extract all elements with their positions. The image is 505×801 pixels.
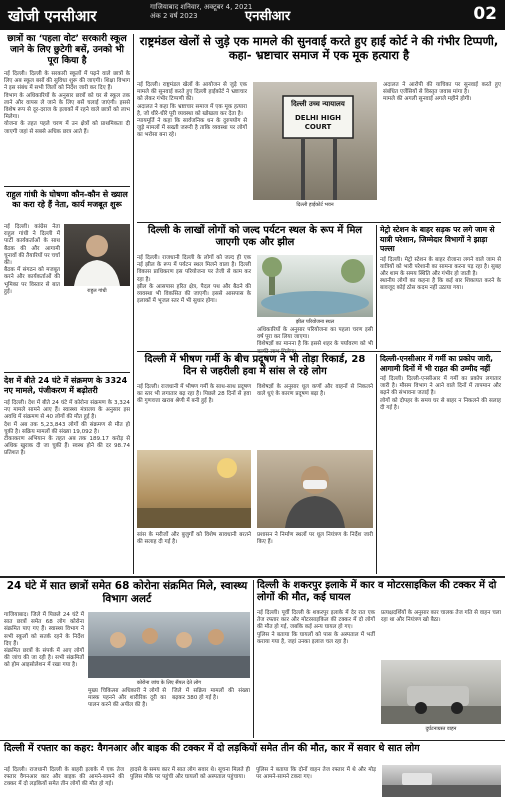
- article-body: [383, 82, 501, 216]
- paragraph: नई दिल्ली। कांग्रेस नेता राहुल गांधी ने दिल्ली में पार्टी कार्यकर्ताओं के साथ बैठक की और आगामी चुनावों की तैयारियों पर चर्चा की।: [4, 224, 60, 267]
- paragraph: गाजियाबाद। जिले में पिछले 24 घंटे में सात छात्रों समेत 68 लोग कोरोना संक्रमित पाए गए हैं। स्वास्थ्य विभाग ने सभी स्कूलों को सतर्क रहने के निर्देश दिए हैं।: [4, 612, 84, 647]
- photo-caption: झील परियोजना स्थल: [295, 319, 335, 325]
- paragraph: लोगों को दोपहर के समय घर से बाहर न निकलने की सलाह दी गई है।: [380, 397, 501, 411]
- paragraph: नई दिल्ली। देश में बीते 24 घंटे में कोरोना संक्रमण के 3,324 नए मामले सामने आए हैं। स्वास्थ्य मंत्रालय के अनुसार इस अवधि में संक्रमण से 40 लोगों की मौत हुई है।: [4, 400, 130, 421]
- dateline-line: अंक 2 वर्ष 2023: [150, 12, 198, 20]
- photo-caption: राहुल गांधी: [87, 288, 107, 294]
- portrait-photo: [64, 224, 130, 286]
- section-divider: [4, 186, 130, 187]
- paragraph: नई दिल्ली। राजधानी दिल्ली के लोगों को जल्द ही एक नई झील के रूप में पर्यटन स्थल मिलने वाला है। दिल्ली विकास प्राधिकरण इस परियोजना पर तेजी से काम कर रहा है।: [137, 255, 251, 283]
- story-covid: [4, 580, 250, 738]
- article-body: [257, 610, 375, 736]
- paragraph: टीकाकरण अभियान के तहत अब तक 189.17 करोड़ से अधिक खुराक दी जा चुकी हैं। स्वस्थ होने की दर 98.74 प्रतिशत है।: [4, 436, 130, 457]
- article-body: [130, 767, 250, 797]
- article-body: [172, 688, 250, 736]
- high-court-photo: [253, 82, 377, 200]
- column-divider: [253, 580, 254, 738]
- article-body: [4, 224, 60, 364]
- crowd-icon: [88, 612, 250, 678]
- paragraph: पुलिस ने बताया कि दोनों वाहन तेज रफ्तार में थे और मोड़ पर आमने-सामने टकरा गए।: [256, 767, 376, 781]
- story-delhi-lake: [137, 225, 373, 349]
- article-body: [256, 767, 376, 797]
- headline: राहुल गांधी के घोषणा कौन-कौन से ख्याल का करा रहे हैं नेता, कार्य मजबूत शुरू: [6, 190, 128, 209]
- paragraph: अधिकारियों के अनुसार परियोजना का पहला चरण इसी वर्ष पूरा कर लिया जाएगा।: [257, 327, 373, 341]
- column-divider: [376, 225, 377, 349]
- section-divider: [137, 222, 501, 223]
- paragraph: सांस के मरीजों और बुजुर्गों को विशेष सावधानी बरतने की सलाह दी गई है।: [137, 532, 251, 546]
- article-body: [137, 384, 251, 446]
- lake-photo: [257, 255, 373, 317]
- paragraph: जिले में सक्रिय मामलों की संख्या बढ़कर 380 हो गई है।: [172, 688, 250, 702]
- article-body: [257, 384, 373, 446]
- headline: दिल्ली के लाखों लोगों को जल्द पर्यटन स्थल के रूप में मिल जाएगी एक और झील: [147, 225, 363, 248]
- paragraph: मामले की अगली सुनवाई अगले महीने होगी।: [383, 96, 472, 103]
- headline: छात्रों का ‘पहला वोट’ सरकारी स्कूल जाने के लिए छुटेगी बसें, उनको भी पूरा किया है: [7, 34, 127, 66]
- court-sign-hindi: दिल्ली उच्च न्यायालय: [291, 100, 345, 108]
- paragraph: संक्रमित छात्रों के संपर्क में आए लोगों की जांच की जा रही है। सभी संक्रमितों को होम आइसोलेशन में रखा गया है।: [4, 648, 84, 669]
- lead-story: [137, 34, 501, 220]
- headline: 24 घंटे में सात छात्रों समेत 68 कोरोना संक्रमित मिले, स्वास्थ्य विभाग अलर्ट: [6, 580, 248, 605]
- paragraph: झील के आसपास हरित क्षेत्र, पैदल पथ और बैठने की व्यवस्था भी विकसित की जाएगी। इससे आसपास के इलाकों में भूजल स्तर में भी सुधार होगा।: [137, 283, 251, 305]
- sun-icon: [137, 450, 251, 528]
- article-body: [137, 532, 251, 572]
- headline: दिल्ली के शकरपुर इलाके में कार व मोटरसाइकिल की टक्कर में दो लोगों की मौत, कई घायल: [257, 580, 497, 603]
- story-accident: [257, 580, 501, 738]
- dateline-line: गाजियाबाद शनिवार, अक्टूबर 4, 2021: [150, 3, 253, 11]
- article-body: [88, 688, 166, 736]
- story-heat: [137, 354, 373, 574]
- court-sign-english: DELHI HIGH COURT: [294, 114, 342, 131]
- section-name: एनसीआर: [245, 9, 291, 24]
- article-body: [137, 255, 251, 347]
- heat-photo: [137, 450, 251, 528]
- lake-icon: [257, 255, 373, 317]
- paragraph: योजना के तहत पहले चरण में उन क्षेत्रों को प्राथमिकता दी जाएगी जहां से सबसे अधिक छात्र आते हैं।: [4, 121, 130, 135]
- paragraph: प्रत्यक्षदर्शियों के अनुसार कार चालक तेज गति से वाहन चला रहा था और नियंत्रण खो बैठा।: [381, 610, 501, 624]
- newspaper-brand: खोजी एनसीआर: [8, 7, 97, 25]
- paragraph: स्थानीय लोगों का कहना है कि कई बार शिकायत करने के बावजूद कोई ठोस कदम नहीं उठाया गया।: [380, 278, 501, 292]
- paragraph: विशेषज्ञों के अनुसार धूल कणों और वाहनों से निकलने वाले धुएं के कारण प्रदूषण बढ़ा है।: [257, 384, 373, 398]
- person-silhouette-icon: [64, 224, 130, 286]
- article-body: [4, 612, 84, 736]
- story-ncr: [380, 354, 501, 574]
- paragraph: न्यायमूर्ति ने कहा कि सार्वजनिक धन के दुरुपयोग से जुड़े मामलों में सख्ती जरूरी है ताकि व्यवस्था पर लोगों का भरोसा बना रहे।: [137, 118, 247, 139]
- headline: देश में बीते 24 घंटे में संक्रमण के 3324 नए मामले, पंजीकरण में बढ़ोतरी: [4, 376, 128, 395]
- photo-caption: दिल्ली हाईकोर्ट भवन: [296, 202, 334, 208]
- paragraph: नई दिल्ली। राष्ट्रमंडल खेलों के आयोजन से जुड़े एक मामले की सुनवाई करते हुए दिल्ली हाईकोर्ट ने भ्रष्टाचार को लेकर गंभीर टिप्पणी की।: [137, 82, 247, 103]
- story-bottom: [4, 743, 501, 798]
- person-mask-icon: [257, 450, 373, 528]
- paragraph: हादसे के समय कार में सात लोग सवार थे। सूचना मिलते ही पुलिस मौके पर पहुंची और घायलों को अस्पताल पहुंचाया।: [130, 767, 250, 781]
- paragraph: प्रशासन ने निर्माण स्थलों पर धूल नियंत्रण के निर्देश जारी किए हैं।: [257, 532, 373, 546]
- article-body: [4, 767, 124, 797]
- road-scene-icon: [382, 765, 501, 797]
- page-number: 02: [473, 4, 497, 24]
- lead-headline: राष्ट्रमंडल खेलों से जुड़े एक मामले की सुनवाई करते हुए हाई कोर्ट ने की गंभीर टिप्पणी, कहा- भ्रष्टाचार समाज में एक मूक हत्यारा है: [139, 34, 499, 62]
- paragraph: नई दिल्ली। दिल्ली के सरकारी स्कूलों में पढ़ने वाले छात्रों के लिए अब स्कूल बसों की सुविधा शुरू की जाएगी। शिक्षा विभाग ने इस संबंध में सभी जिलों को निर्देश जारी कर दिए हैं।: [4, 71, 130, 92]
- column-divider: [376, 354, 377, 574]
- car-icon: [381, 660, 501, 724]
- paragraph: नई दिल्ली। दिल्ली-एनसीआर में गर्मी का प्रकोप लगातार जारी है। मौसम विभाग ने आने वाले दिनों में तापमान और बढ़ने की संभावना जताई है।: [380, 376, 501, 397]
- headline: मेट्रो स्टेशन के बाहर सड़क पर लगे जाम से यात्री परेशान, जिम्मेदार विभागों ने झाड़ा पल्ला: [380, 225, 495, 253]
- paragraph: विशेषज्ञों का मानना है कि इससे शहर के पर्यावरण को भी: [257, 341, 373, 348]
- covid-photo: [88, 612, 250, 678]
- story-metro: [380, 225, 501, 349]
- street-photo: [382, 765, 501, 797]
- paragraph: पुलिस ने बताया कि घायलों को पास के अस्पताल में भर्ती कराया गया है, जहां उनका इलाज चल रहा है।: [257, 631, 375, 645]
- dateline: [150, 3, 252, 21]
- section-divider: [137, 351, 501, 352]
- article-body: [257, 327, 373, 347]
- article-body: [4, 400, 130, 560]
- paragraph: बैठक में संगठन को मजबूत करने और कार्यकर्ताओं की भूमिका पर विस्तार से बात हुई।: [4, 267, 60, 295]
- photo-caption: दुर्घटनाग्रस्त वाहन: [425, 726, 457, 732]
- article-body: [257, 532, 373, 572]
- paragraph: अदालत ने कहा कि भ्रष्टाचार समाज में एक मूक हत्यारा है, जो धीरे-धीरे पूरी व्यवस्था को खोखला कर देता है।: [137, 103, 247, 117]
- section-divider: [0, 576, 505, 578]
- paragraph: मुख्य चिकित्सा अधिकारी ने लोगों से मास्क पहनने और शारीरिक दूरी का पालन करने की अपील की है।: [88, 688, 166, 709]
- article-body: [137, 82, 247, 216]
- article-body: [380, 257, 501, 337]
- paragraph: विभाग के अधिकारियों के अनुसार छात्रों को घर से स्कूल तक लाने और वापस ले जाने के लिए बसें चलाई जाएंगी। इससे विशेष रूप से दूर-दराज के इलाकों में रहने वाले छात्रों को लाभ मिलेगा।: [4, 92, 130, 121]
- mask-photo: [257, 450, 373, 528]
- headline: दिल्ली-एनसीआर में गर्मी का प्रकोप जारी, आगामी दिनों में भी राहत की उम्मीद नहीं: [380, 354, 493, 373]
- section-divider: [4, 372, 130, 373]
- paragraph: अदालत ने आरोपी की याचिका पर सुनवाई करते हुए संबंधित एजेंसियों से विस्तृत जवाब मांगा है।: [383, 82, 501, 96]
- paragraph: नई दिल्ली। मेट्रो स्टेशन के बाहर रोजाना लगने वाले जाम से यात्रियों को भारी परेशानी का सामना करना पड़ रहा है। सुबह और शाम के समय स्थिति और गंभीर हो जाती है।: [380, 256, 501, 277]
- column-divider: [133, 34, 134, 574]
- article-body: [4, 71, 130, 171]
- photo-caption: कोरोना जांच के लिए सैंपल देते लोग: [136, 680, 202, 686]
- article-body: [381, 610, 501, 658]
- headline: दिल्ली में भीषण गर्मी के बीच प्रदूषण ने भी तोड़ा रिकार्ड, 28 दिन से जहरीली हवा में सांस ले रहे लोग: [144, 354, 366, 377]
- accident-photo: [381, 660, 501, 724]
- section-divider: [0, 740, 505, 741]
- masthead: [0, 0, 505, 30]
- article-body: [380, 376, 501, 546]
- story-rahul: [4, 190, 130, 370]
- paragraph: नई दिल्ली। राजधानी दिल्ली के बाहरी इलाके में एक तेज रफ्तार वैगनआर कार और बाइक की आमने-सामने की टक्कर में दो लड़कियों समेत तीन लोगों की मौत हो गई।: [4, 767, 124, 788]
- paragraph: नई दिल्ली। राजधानी में भीषण गर्मी के साथ-साथ प्रदूषण का स्तर भी लगातार बढ़ रहा है। पिछले 28 दिनों से हवा की गुणवत्ता खराब श्रेणी में बनी हुई है।: [137, 384, 251, 405]
- headline: दिल्ली में रफ्तार का कहर: वैगनआर और बाइक की टक्कर में दो लड़कियों समेत तीन की मौत, कार में सवार थे सात लोग: [4, 743, 420, 754]
- story-left-bottom: [4, 376, 130, 572]
- paragraph: देश में अब तक 5,23,843 लोगों की संक्रमण से मौत हो चुकी है। सक्रिय मामलों की संख्या 19,092 है।: [4, 421, 130, 435]
- story-left-top: [4, 34, 130, 184]
- paragraph: नई दिल्ली। पूर्वी दिल्ली के शकरपुर इलाके में देर रात एक तेज रफ्तार कार और मोटरसाइकिल की टक्कर में दो लोगों की मौत हो गई, जबकि कई अन्य घायल हो गए।: [257, 610, 375, 631]
